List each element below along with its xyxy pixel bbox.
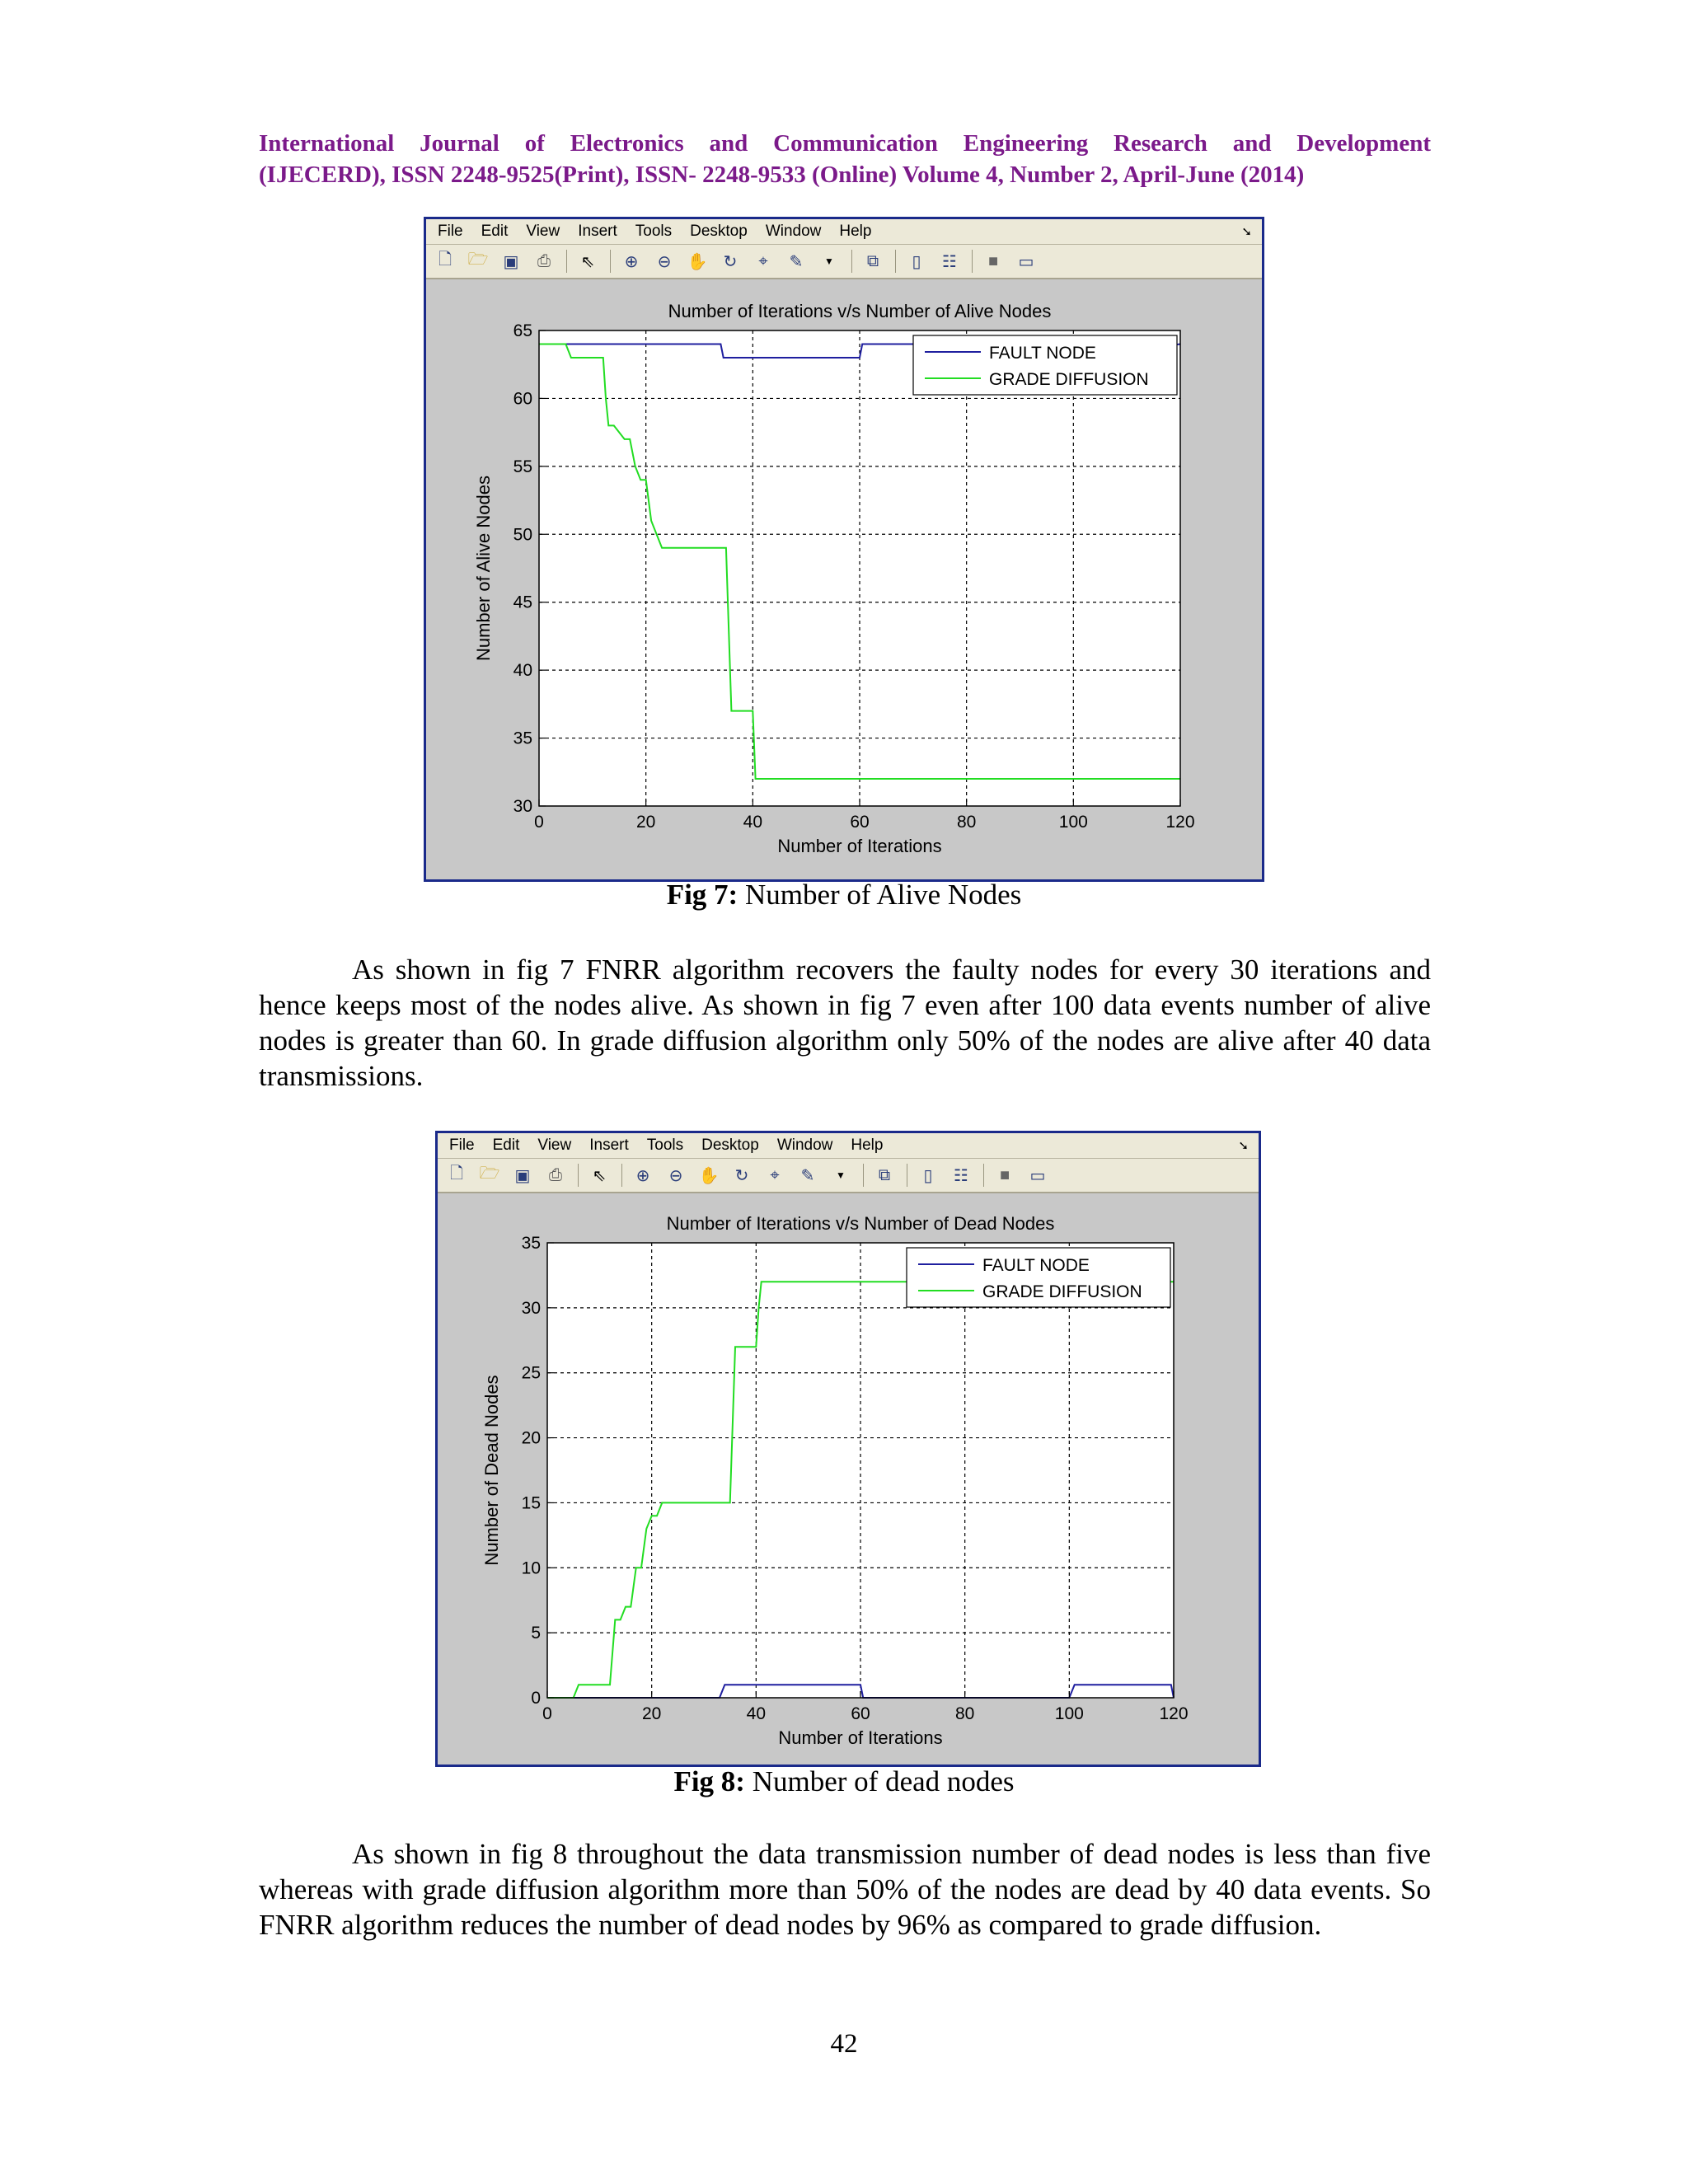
y-tick-label: 10 [521, 1558, 541, 1578]
x-tick-label: 40 [746, 1704, 767, 1723]
y-tick-label: 35 [513, 729, 532, 748]
x-tick-label: 120 [1159, 1704, 1189, 1723]
legend-grade-diffusion-label: GRADE DIFFUSION [989, 370, 1149, 389]
data-cursor-icon[interactable]: ⌖ [770, 1165, 780, 1184]
journal-header-line1: International Journal of Electronics and Communication Engineering Research and Development [259, 130, 1431, 157]
menu-window[interactable]: Window [765, 223, 822, 240]
dead-nodes-chart [438, 1133, 1259, 1765]
x-tick-label: 80 [956, 813, 977, 832]
paragraph-2-text: As shown in fig 8 throughout the data transmission number of dead nodes is less than five whereas with grade diffusion algorithm more than 50% of the nodes are dead by 40 data events. So FNRR algorithm reduces the number of dead nodes by 96% as compared to grade diffusion. [259, 1838, 1431, 1941]
brush-icon[interactable]: ✎ [789, 252, 804, 271]
pan-hand-icon[interactable]: ✋ [698, 1166, 720, 1185]
new-file-icon[interactable]: 🗋 [438, 251, 452, 269]
figure-7-caption-label: Fig 7: [666, 879, 738, 911]
colorbar-icon[interactable]: ▯ [912, 252, 921, 271]
figure-7-caption [0, 879, 1688, 912]
menu-view[interactable]: View [537, 1137, 572, 1154]
menu-tools[interactable]: Tools [646, 1137, 684, 1154]
y-tick-label: 55 [513, 457, 532, 476]
page-number: 42 [830, 2029, 858, 2059]
colorbar-icon[interactable]: ▯ [923, 1166, 933, 1185]
rotate-3d-icon[interactable]: ↻ [723, 252, 738, 271]
menu-file[interactable]: File [449, 1137, 475, 1154]
brush-icon[interactable]: ✎ [800, 1166, 815, 1185]
x-tick-label: 80 [954, 1704, 975, 1723]
y-axis-label: Number of Dead Nodes [481, 1375, 502, 1566]
figure-window-7 [424, 217, 1264, 882]
x-tick-label: 20 [635, 813, 656, 832]
legend-fault-node-label: FAULT NODE [982, 1256, 1090, 1275]
figure-7-caption-text: Number of Alive Nodes [738, 879, 1022, 911]
figure-8-caption [0, 1765, 1688, 1798]
data-cursor-icon[interactable]: ⌖ [758, 251, 768, 270]
print-icon[interactable]: ⎙ [549, 1165, 562, 1184]
y-tick-label: 30 [513, 797, 532, 816]
menu-window[interactable]: Window [776, 1137, 833, 1154]
save-icon[interactable]: ▣ [503, 252, 519, 271]
menu-tools[interactable]: Tools [635, 223, 673, 240]
x-tick-label: 60 [850, 813, 870, 832]
paragraph-2 [259, 1836, 1431, 1943]
pointer-icon[interactable]: ⇖ [580, 252, 595, 271]
y-tick-label: 5 [531, 1624, 541, 1643]
menu-help[interactable]: Help [839, 223, 872, 240]
journal-header-line2: (IJECERD), ISSN 2248-9525(Print), ISSN- 2248-9533 (Online) Volume 4, Number 2, April-June (2014) [259, 162, 1305, 188]
y-tick-label: 60 [513, 389, 532, 409]
legend-icon[interactable]: ☷ [942, 252, 957, 271]
y-tick-label: 15 [521, 1493, 541, 1513]
pan-hand-icon[interactable]: ✋ [687, 252, 708, 271]
chart-title: Number of Iterations v/s Number of Dead Nodes [666, 1213, 1055, 1234]
pointer-icon[interactable]: ⇖ [592, 1166, 607, 1185]
menu-insert[interactable]: Insert [578, 223, 617, 240]
x-axis-label: Number of Iterations [778, 1727, 943, 1748]
y-tick-label: 25 [521, 1363, 541, 1383]
y-tick-label: 45 [513, 593, 532, 612]
x-tick-label: 120 [1165, 813, 1195, 832]
dock-icon[interactable]: ▭ [1029, 1166, 1046, 1185]
x-axis-label: Number of Iterations [777, 836, 942, 856]
open-folder-icon[interactable]: 🗁 [467, 251, 489, 269]
open-folder-icon[interactable]: 🗁 [479, 1165, 500, 1183]
menu-edit[interactable]: Edit [492, 1137, 520, 1154]
x-tick-label: 20 [641, 1704, 662, 1723]
rotate-3d-icon[interactable]: ↻ [734, 1166, 749, 1185]
zoom-in-icon[interactable]: ⊕ [624, 252, 639, 271]
alive-nodes-chart [426, 219, 1262, 879]
legend-icon[interactable]: ☷ [954, 1166, 968, 1185]
menu-view[interactable]: View [526, 223, 560, 240]
hide-tools-icon[interactable]: ■ [987, 251, 999, 270]
x-tick-label: 100 [1058, 813, 1088, 832]
dropdown-arrow-icon[interactable]: ▼ [836, 1169, 846, 1181]
x-tick-label: 100 [1054, 1704, 1084, 1723]
figure-8-caption-label: Fig 8: [673, 1765, 745, 1797]
y-tick-label: 30 [521, 1298, 541, 1318]
x-tick-label: 40 [743, 813, 763, 832]
journal-header [259, 128, 1431, 190]
menu-edit[interactable]: Edit [481, 223, 509, 240]
new-file-icon[interactable]: 🗋 [449, 1165, 464, 1183]
y-tick-label: 20 [521, 1428, 541, 1448]
paragraph-1-text: As shown in fig 7 FNRR algorithm recovers the faulty nodes for every 30 iterations and hence keeps most of the nodes alive. As shown in fig 7 even after 100 data events number of alive nodes is greater than 60. In grade diffusion algorithm only 50% of the nodes are alive after 40 data transmissions. [259, 954, 1431, 1092]
figure-window-8 [435, 1131, 1261, 1767]
menu-insert[interactable]: Insert [589, 1137, 629, 1154]
y-tick-label: 40 [513, 661, 532, 681]
menu-file[interactable]: File [438, 223, 463, 240]
x-tick-label: 0 [542, 1704, 552, 1723]
paragraph-1 [259, 952, 1431, 1094]
y-tick-label: 50 [513, 525, 532, 545]
y-axis-label: Number of Alive Nodes [473, 476, 494, 661]
menu-corner-arrow-icon[interactable]: ➘ [1238, 1139, 1249, 1153]
dock-icon[interactable]: ▭ [1018, 252, 1034, 271]
menu-help[interactable]: Help [851, 1137, 884, 1154]
menu-corner-arrow-icon[interactable]: ➘ [1241, 225, 1252, 239]
save-icon[interactable]: ▣ [514, 1166, 531, 1185]
dropdown-arrow-icon[interactable]: ▼ [824, 255, 834, 267]
legend-fault-node-label: FAULT NODE [989, 344, 1096, 363]
zoom-in-icon[interactable]: ⊕ [635, 1166, 650, 1185]
print-icon[interactable]: ⎙ [537, 251, 551, 270]
link-plot-icon[interactable]: ⧉ [878, 1165, 891, 1184]
x-tick-label: 60 [851, 1704, 870, 1723]
link-plot-icon[interactable]: ⧉ [866, 251, 879, 270]
x-tick-label: 0 [534, 813, 544, 832]
menu-desktop[interactable]: Desktop [690, 223, 748, 240]
hide-tools-icon[interactable]: ■ [999, 1165, 1010, 1184]
y-tick-label: 35 [521, 1234, 541, 1253]
zoom-out-icon[interactable]: ⊖ [657, 252, 672, 271]
y-tick-label: 0 [531, 1689, 541, 1708]
chart-title: Number of Iterations v/s Number of Alive Nodes [668, 301, 1052, 321]
zoom-out-icon[interactable]: ⊖ [668, 1166, 683, 1185]
figure-8-caption-text: Number of dead nodes [744, 1765, 1015, 1797]
menu-desktop[interactable]: Desktop [701, 1137, 759, 1154]
legend-grade-diffusion-label: GRADE DIFFUSION [982, 1282, 1142, 1301]
y-tick-label: 65 [513, 321, 532, 340]
